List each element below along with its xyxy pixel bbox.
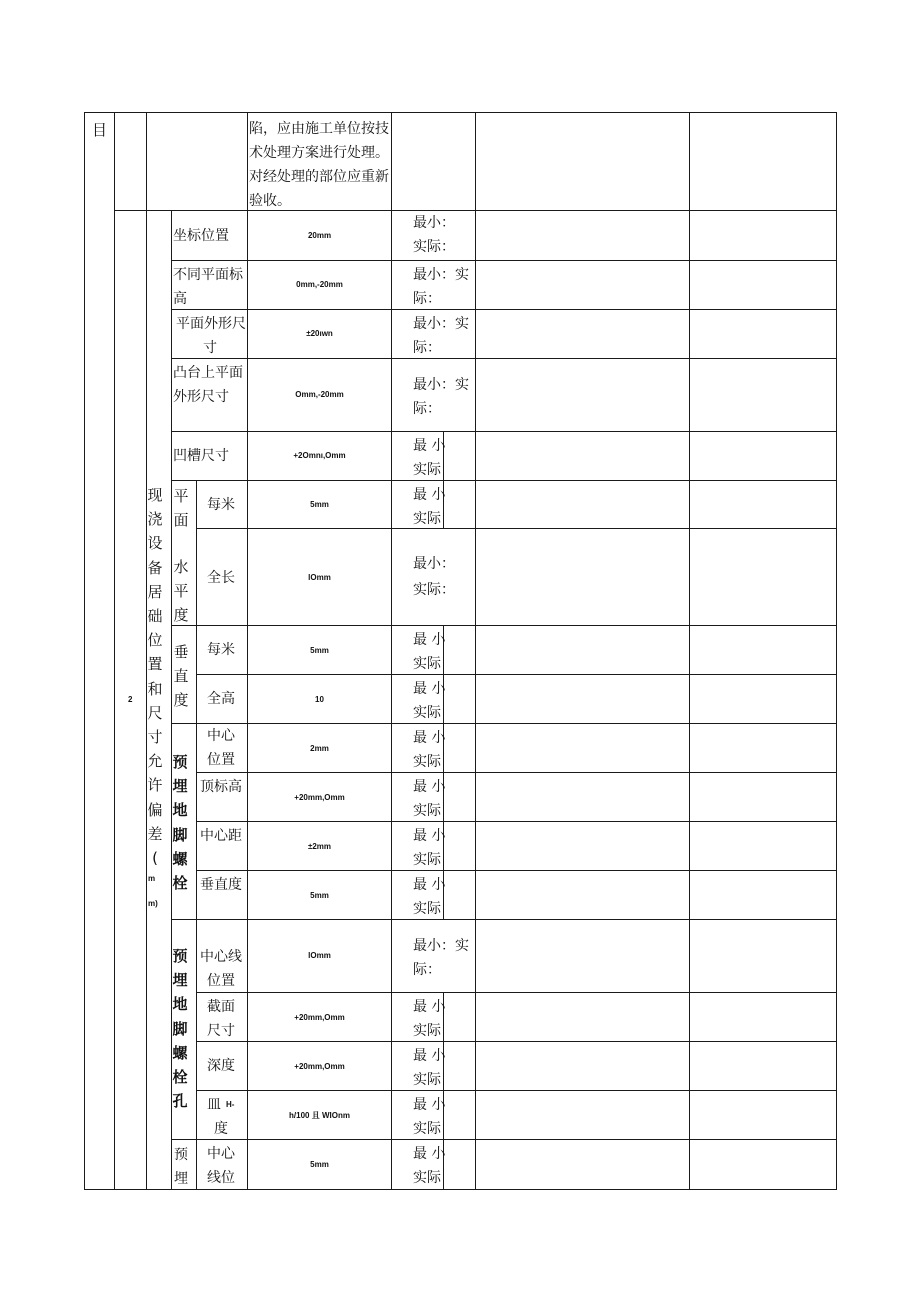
tolerance-value: 10 <box>315 695 324 704</box>
row-divider <box>196 772 837 773</box>
section-title-char: 现 <box>147 486 163 504</box>
result-actual: 实际 <box>413 462 441 478</box>
result-min: 最 小 <box>413 999 446 1015</box>
section-title-char: 允 <box>147 752 163 771</box>
item-label: 皿 <box>207 1097 221 1113</box>
col-divider <box>196 480 197 723</box>
result-actual: 实际： <box>413 239 455 255</box>
result-actual: 实际 <box>413 754 441 770</box>
row-divider <box>171 1139 837 1140</box>
section-title-char: 浇 <box>147 510 163 529</box>
col-divider <box>689 112 690 1190</box>
item-label: 中心 <box>207 728 235 744</box>
group-verticality-char: 度 <box>173 691 189 710</box>
result-min: 最 小 <box>413 730 446 746</box>
tolerance-value: lOmm <box>308 951 331 960</box>
result-min: 最小：实 <box>413 377 469 393</box>
section-number: 2 <box>128 695 133 704</box>
group-embedded-char: 埋 <box>174 1171 188 1188</box>
tolerance-value: 2mm <box>310 744 329 753</box>
item-label: 凸台上平面 <box>173 365 243 381</box>
row-divider <box>171 625 837 626</box>
group-verticality-char: 垂 <box>173 643 189 661</box>
result-min: 最 小 <box>413 438 446 454</box>
group-plane-level-a-char: 面 <box>173 511 189 530</box>
result-min: 最 小 <box>413 632 446 648</box>
row-divider <box>196 1090 837 1091</box>
item-label: 每米 <box>207 497 235 513</box>
result-actual: 实际 <box>413 656 441 672</box>
result-actual: 际： <box>413 291 441 307</box>
result-actual: 实际 <box>413 803 441 819</box>
item-label: 深度 <box>207 1058 235 1074</box>
tolerance-value: 5mm <box>310 1160 329 1169</box>
first-col-label: 目 <box>92 121 108 139</box>
group-anchor-bolt <box>171 750 189 895</box>
item-label: 线位 <box>207 1170 235 1186</box>
tolerance-value: 5mm <box>310 891 329 900</box>
tolerance-value: +20mm,Omm <box>294 1062 345 1071</box>
result-min: 最 小 <box>413 1146 446 1162</box>
row-divider <box>196 870 837 871</box>
table-top-border <box>84 112 837 113</box>
result-actual: 实际： <box>413 582 455 598</box>
item-label: 寸 <box>203 340 217 356</box>
result-min: 最小：实 <box>413 267 469 283</box>
result-actual: 际： <box>413 401 441 417</box>
group-anchor-bolt-hole-char: 埋 <box>172 971 188 990</box>
group-anchor-bolt-hole-char: 预 <box>172 947 188 965</box>
section-title-char: 置 <box>147 655 163 674</box>
group-anchor-bolt-hole <box>171 944 189 1113</box>
row-divider <box>196 1041 837 1042</box>
row-divider <box>171 358 837 359</box>
top-block-line-2: 术处理方案进行处理。 <box>249 145 389 161</box>
top-block-line-4: 验收。 <box>249 193 291 209</box>
section-title-char: 备 <box>147 558 163 577</box>
group-anchor-bolt-char: 地 <box>172 801 188 820</box>
row-divider <box>171 723 837 724</box>
tolerance-value: 5mm <box>310 500 329 509</box>
row-divider <box>171 309 837 310</box>
table-left-border <box>84 112 85 1190</box>
section-unit-2: m) <box>148 899 158 908</box>
row-divider <box>196 674 837 675</box>
item-label: 尺寸 <box>207 1023 235 1039</box>
group-anchor-bolt-char: 栓 <box>172 874 188 893</box>
result-actual: 实际 <box>413 1023 441 1039</box>
top-block-line-1: 陷，应由施工单位按技 <box>249 121 389 137</box>
tolerance-value: Omm,-20mm <box>295 390 344 399</box>
group-plane-level-a <box>172 484 190 532</box>
tolerance-value: 5mm <box>310 646 329 655</box>
group-anchor-bolt-hole-char: 栓 <box>172 1068 188 1087</box>
top-block-line-3: 对经处理的部位应重新 <box>249 169 389 185</box>
group-plane-level-b-char: 度 <box>173 606 189 625</box>
item-label: 凹槽尺寸 <box>173 448 229 464</box>
group-embedded <box>172 1143 190 1191</box>
item-label: 位置 <box>207 973 235 989</box>
group-anchor-bolt-hole-char: 脚 <box>172 1019 188 1038</box>
tolerance-value: ±2mm <box>307 842 332 851</box>
item-label: 中心线 <box>200 949 242 965</box>
section-title-char: 许 <box>147 776 163 795</box>
group-anchor-bolt-char: 螺 <box>172 849 188 868</box>
section-unit-1: m <box>148 874 156 883</box>
tolerance-value: +20mm,Omm <box>294 793 345 802</box>
group-embedded-char: 预 <box>174 1147 188 1163</box>
group-plane-level-a-char: 平 <box>173 487 189 505</box>
section-title-char: 居 <box>147 582 163 601</box>
item-label: 平面外形尺 <box>176 316 246 332</box>
col-divider <box>391 112 392 1190</box>
result-min: 最小： <box>413 556 455 572</box>
result-actual: 实际 <box>413 852 441 868</box>
item-label: 位置 <box>207 752 235 768</box>
item-label: 截面 <box>207 999 235 1015</box>
tolerance-value: +2Omnı,Omm <box>293 451 346 460</box>
item-label: 每米 <box>207 642 235 658</box>
item-label: 顶标高 <box>200 779 242 795</box>
row-divider <box>196 992 837 993</box>
section-title-char: 和 <box>147 679 163 698</box>
item-label-extra: H- <box>226 1100 235 1109</box>
item-label: 不同平面标 <box>173 267 243 283</box>
item-label: 度 <box>214 1121 228 1137</box>
row-divider <box>171 260 837 261</box>
result-min: 最 小 <box>413 1048 446 1064</box>
group-verticality-char: 直 <box>173 667 189 686</box>
result-actual: 实际 <box>413 1072 441 1088</box>
group-anchor-bolt-char: 脚 <box>172 825 188 844</box>
col-divider <box>196 723 197 1189</box>
group-anchor-bolt-char: 埋 <box>172 777 188 796</box>
row-divider <box>171 431 837 432</box>
group-anchor-bolt-char: 预 <box>172 753 188 771</box>
result-min: 最小：实 <box>413 938 469 954</box>
item-label: 外形尺寸 <box>173 389 229 405</box>
group-plane-level-b-char: 平 <box>173 582 189 601</box>
result-min: 最 小 <box>413 828 446 844</box>
col-divider <box>475 112 476 1190</box>
result-min: 最 小 <box>413 1097 446 1113</box>
section-title-char: 设 <box>147 534 163 553</box>
section-title-char: ( <box>152 849 158 868</box>
item-label: 全高 <box>207 691 235 707</box>
row-divider <box>171 919 837 920</box>
result-actual: 实际 <box>413 1170 441 1186</box>
result-actual: 实际 <box>413 901 441 917</box>
section-title-char: 位 <box>147 631 163 650</box>
result-actual: 际： <box>413 962 441 978</box>
tolerance-value: ±20ıwn <box>306 329 333 338</box>
table-right-border <box>836 112 837 1190</box>
result-min: 最 小 <box>413 877 446 893</box>
result-actual: 际： <box>413 340 441 356</box>
result-min: 最小：实 <box>413 316 469 332</box>
row-divider <box>196 821 837 822</box>
item-label: 垂直度 <box>200 877 242 893</box>
item-label: 全长 <box>207 570 235 586</box>
tolerance-value: h/100 且 WIOnm <box>289 1111 350 1120</box>
item-label: 中心距 <box>200 828 242 844</box>
table-bottom-border <box>84 1189 837 1190</box>
tolerance-value: lOmm <box>308 573 331 582</box>
section-title-char: 础 <box>147 607 163 626</box>
item-label: 坐标位置 <box>173 228 229 244</box>
tolerance-value: +20mm,Omm <box>294 1013 345 1022</box>
result-min: 最 小 <box>413 681 446 697</box>
section-title <box>146 483 164 870</box>
group-plane-level-b <box>172 555 190 628</box>
result-min: 最 小 <box>413 487 446 503</box>
section-title-char: 寸 <box>147 728 163 747</box>
section-title-char: 尺 <box>147 703 163 722</box>
result-actual: 实际 <box>413 1121 441 1137</box>
group-plane-level-b-char: 水 <box>173 558 189 576</box>
section-title-char: 偏 <box>147 800 163 819</box>
result-min: 最小： <box>413 215 455 231</box>
row-divider <box>196 528 837 529</box>
row-divider <box>171 480 837 481</box>
result-min: 最 小 <box>413 779 446 795</box>
item-label: 高 <box>173 291 187 307</box>
group-verticality <box>172 640 190 713</box>
group-anchor-bolt-hole-char: 孔 <box>172 1092 188 1111</box>
section-title-char: 差 <box>147 824 163 843</box>
group-anchor-bolt-hole-char: 地 <box>172 995 188 1014</box>
item-label: 中心 <box>207 1146 235 1162</box>
result-actual: 实际 <box>413 511 441 527</box>
tolerance-value: 20mm <box>307 231 332 240</box>
col-divider <box>114 112 115 1190</box>
tolerance-value: 0mm,-20mm <box>296 280 343 289</box>
result-actual: 实际 <box>413 705 441 721</box>
group-anchor-bolt-hole-char: 螺 <box>172 1043 188 1062</box>
